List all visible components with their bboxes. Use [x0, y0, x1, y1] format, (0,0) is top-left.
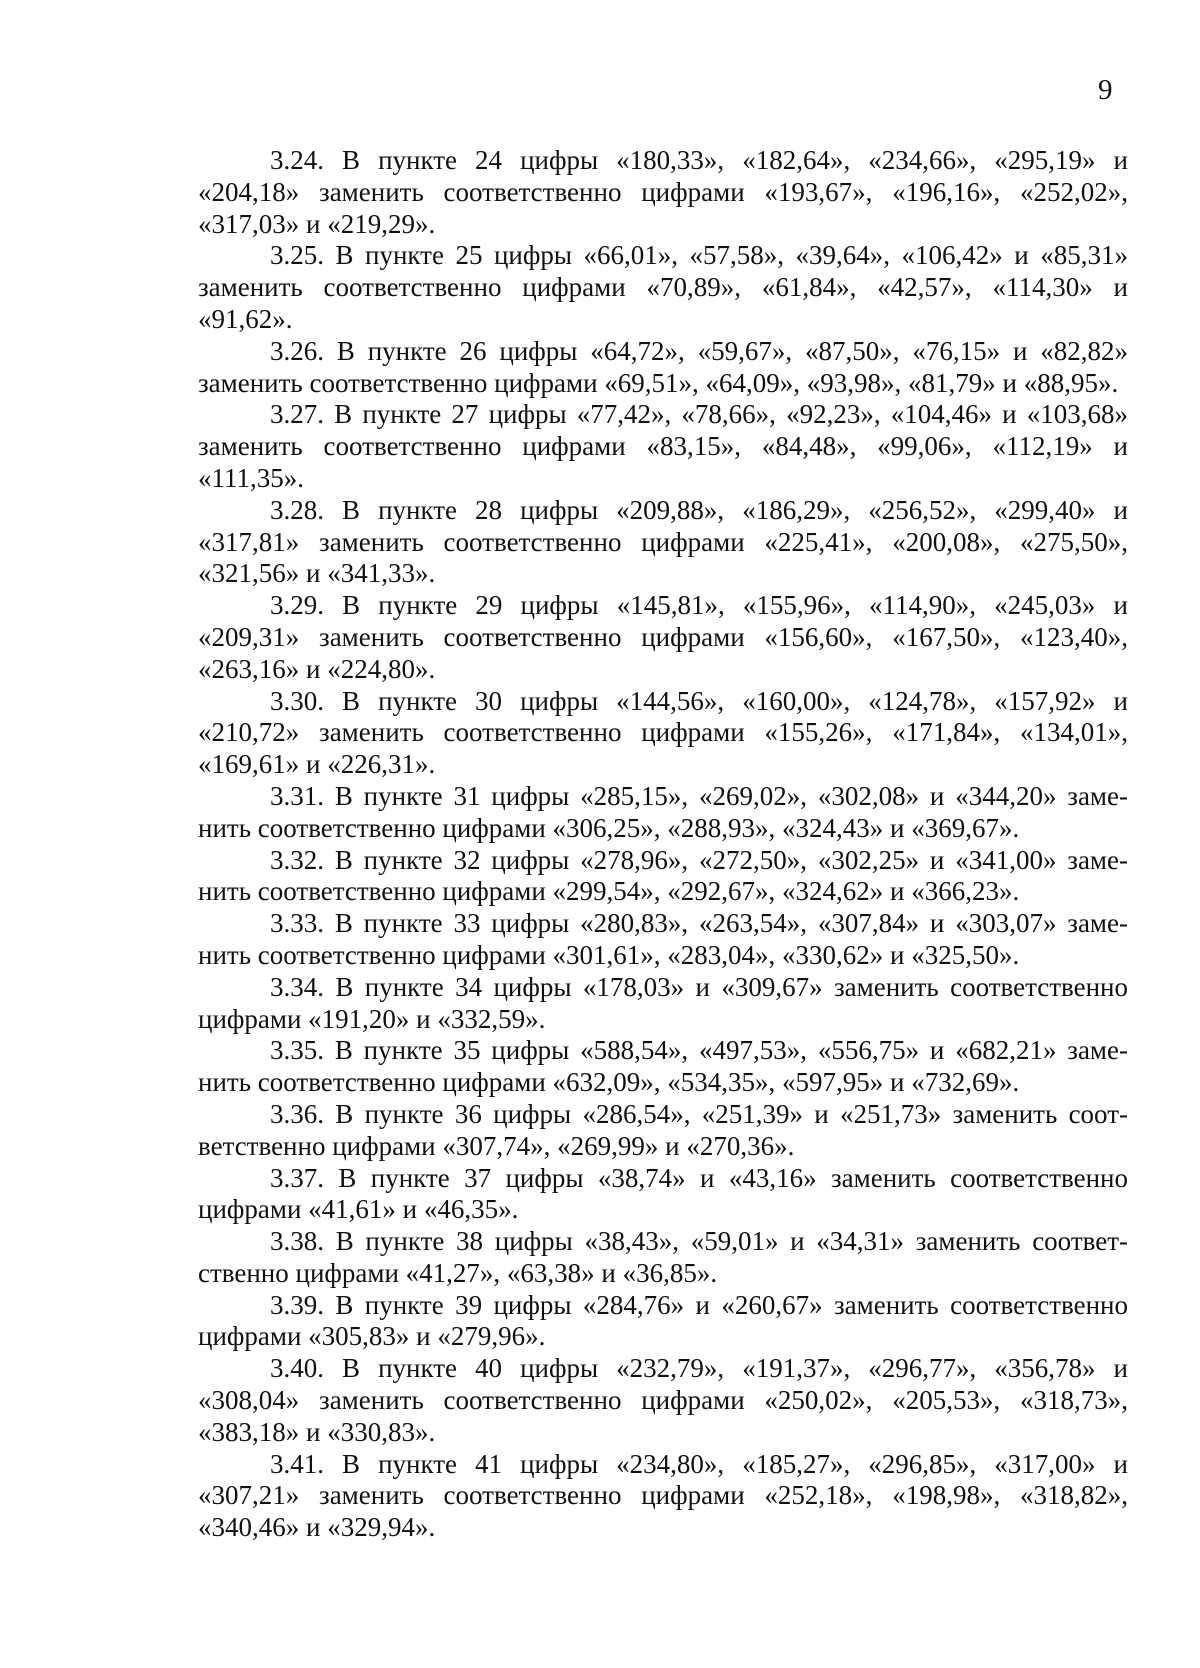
paragraph-3-40: 3.40. В пункте 40 цифры «232,79», «191,37», «296,77», «356,78» и «308,04» заменить соответственно цифрами «250,02», «205,53», «318,73», «383,18» и «330,83». — [198, 1353, 1128, 1447]
paragraph-3-32: 3.32. В пункте 32 цифры «278,96», «272,50», «302,25» и «341,00» заменить соответственно цифрами «299,54», «292,67», «324,62» и «366,23». — [198, 844, 1128, 907]
paragraph-3-24: 3.24. В пункте 24 цифры «180,33», «182,64», «234,66», «295,19» и «204,18» заменить соответственно цифрами «193,67», «196,16», «252,02», «317,03» и «219,29». — [198, 145, 1128, 239]
paragraph-3-31: 3.31. В пункте 31 цифры «285,15», «269,02», «302,08» и «344,20» заменить соответственно цифрами «306,25», «288,93», «324,43» и «369,67». — [198, 780, 1128, 843]
paragraph-3-36: 3.36. В пункте 36 цифры «286,54», «251,39» и «251,73» заменить соответственно цифрами «307,74», «269,99» и «270,36». — [198, 1098, 1128, 1161]
paragraph-3-41: 3.41. В пункте 41 цифры «234,80», «185,27», «296,85», «317,00» и «307,21» заменить соответственно цифрами «252,18», «198,98», «318,82», «340,46» и «329,94». — [198, 1448, 1128, 1543]
paragraph-3-35: 3.35. В пункте 35 цифры «588,54», «497,53», «556,75» и «682,21» заменить соответственно цифрами «632,09», «534,35», «597,95» и «732,69». — [198, 1035, 1128, 1098]
paragraph-3-39: 3.39. В пункте 39 цифры «284,76» и «260,67» заменить соответственно цифрами «305,83» и «279,96». — [198, 1289, 1128, 1352]
paragraph-3-25: 3.25. В пункте 25 цифры «66,01», «57,58», «39,64», «106,42» и «85,31» заменить соответственно цифрами «70,89», «61,84», «42,57», «114,30» и «91,62». — [198, 240, 1128, 334]
paragraph-3-37: 3.37. В пункте 37 цифры «38,74» и «43,16» заменить соответственно цифрами «41,61» и «46,35». — [198, 1162, 1128, 1225]
page-number: 9 — [1098, 74, 1113, 106]
paragraph-3-33: 3.33. В пункте 33 цифры «280,83», «263,54», «307,84» и «303,07» заменить соответственно цифрами «301,61», «283,04», «330,62» и «325,50». — [198, 908, 1128, 970]
paragraph-3-28: 3.28. В пункте 28 цифры «209,88», «186,29», «256,52», «299,40» и «317,81» заменить соответственно цифрами «225,41», «200,08», «275,50», «321,56» и «341,33». — [198, 494, 1128, 589]
paragraph-3-30: 3.30. В пункте 30 цифры «144,56», «160,00», «124,78», «157,92» и «210,72» заменить соответственно цифрами «155,26», «171,84», «134,01», «169,61» и «226,31». — [198, 685, 1128, 780]
document-body — [198, 145, 1128, 1544]
paragraph-3-27: 3.27. В пункте 27 цифры «77,42», «78,66», «92,23», «104,46» и «103,68» заменить соответственно цифрами «83,15», «84,48», «99,06», «112,19» и «111,35». — [198, 399, 1128, 493]
paragraph-3-34: 3.34. В пункте 34 цифры «178,03» и «309,67» заменить соответственно цифрами «191,20» и «332,59». — [198, 971, 1128, 1034]
paragraph-3-26: 3.26. В пункте 26 цифры «64,72», «59,67», «87,50», «76,15» и «82,82» заменить соответственно цифрами «69,51», «64,09», «93,98», «81,79» и «88,95». — [198, 335, 1128, 398]
paragraph-3-38: 3.38. В пункте 38 цифры «38,43», «59,01» и «34,31» заменить соответственно цифрами «41,27», «63,38» и «36,85». — [198, 1226, 1128, 1288]
paragraph-3-29: 3.29. В пункте 29 цифры «145,81», «155,96», «114,90», «245,03» и «209,31» заменить соответственно цифрами «156,60», «167,50», «123,40», «263,16» и «224,80». — [198, 590, 1128, 684]
